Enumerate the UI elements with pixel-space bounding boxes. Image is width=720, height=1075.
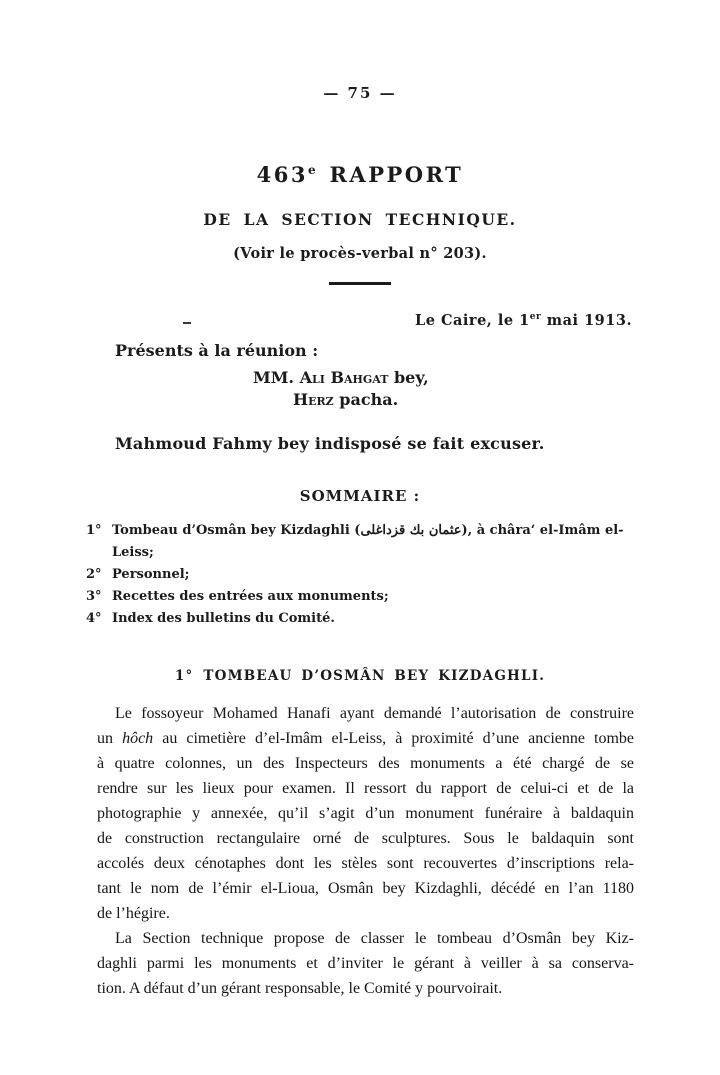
sommaire-item-text: Personnel; (112, 567, 190, 583)
body-line: daghli parmi les monuments et d’inviter le gérant à veiller à sa conserva- (97, 955, 634, 973)
attendees-list (253, 367, 720, 411)
sommaire-item-number: 2° (86, 567, 102, 583)
body-line: de construction rectangulaire orné de sculptures. Sous le baldaquin sont (97, 830, 634, 848)
body-line: accolés deux cénotaphes dont les stèles sont recouvertes d’inscriptions rela- (97, 855, 634, 873)
attendee-line (253, 389, 720, 411)
reference-note: (Voir le procès-verbal n° 203). (233, 245, 487, 262)
body-line-post: au cimetière d’el-Imâm el-Leiss, à proximité d’une ancienne tombe (162, 730, 635, 748)
sommaire-item-text: Tombeau d’Osmân bey Kizdaghli (عثمان بك قزداغلى), à châra‘ el-Imâm el-Leiss; (112, 523, 624, 561)
body-line: photographie y annexée, qu’il s’agit d’un monument funéraire à baldaquin (97, 805, 634, 823)
sommaire-item (86, 564, 644, 586)
dateline-pre: Le Caire, le 1 (415, 311, 530, 329)
attendee-name: Herz (293, 390, 334, 410)
sommaire-item-number: 3° (86, 589, 102, 605)
report-number-ordinal: e (308, 163, 316, 177)
attendee-title: bey, (393, 368, 429, 388)
report-subtitle: DE LA SECTION TECHNIQUE. (203, 210, 517, 229)
attendee-name: Ali Bahgat (299, 368, 389, 388)
excused-line: Mahmoud Fahmy bey indisposé se fait excuser. (115, 434, 545, 454)
body-line-pre: un (97, 730, 113, 748)
sommaire-item-number: 1° (86, 523, 102, 539)
sommaire-item-text: Index des bulletins du Comité. (112, 611, 335, 627)
attendee-title: pacha. (339, 390, 399, 410)
sommaire-item (86, 520, 644, 564)
dateline (0, 309, 720, 329)
body-paragraph (97, 701, 634, 926)
body-line: à quatre colonnes, un des Inspecteurs des monuments a été chargé de se (97, 755, 634, 773)
attendees-prefix: MM. (253, 368, 294, 388)
page-number: — 75 — (323, 84, 397, 102)
body-line: La Section technique propose de classer le tombeau d’Osmân bey Kiz- (115, 930, 634, 948)
divider-rule (329, 282, 391, 285)
presents-line: Présents à la réunion : (115, 341, 319, 361)
body-line: de l’hégire. (97, 905, 170, 923)
sommaire-list (86, 520, 644, 630)
italic-term: hôch (122, 730, 154, 748)
sommaire-item-text: Recettes des entrées aux monuments; (112, 589, 389, 605)
section-heading-number: 1° (174, 668, 194, 685)
sommaire-title: SOMMAIRE : (299, 487, 421, 506)
sommaire-item (86, 586, 644, 608)
report-title (0, 158, 720, 187)
report-number: 463 (256, 162, 309, 187)
body-paragraph (97, 926, 634, 1001)
dateline-ordinal: er (529, 311, 542, 322)
body-line: rendre sur les lieux pour examen. Il ressort du rapport de celui-ci et de la (97, 780, 634, 798)
body-line: tant le nom de l’émir el-Lioua, Osmân bey Kizdaghli, décédé en l’an 1180 (97, 880, 634, 898)
sommaire-item (86, 608, 644, 630)
ink-artifact (183, 322, 191, 324)
body-line: Le fossoyeur Mohamed Hanafi ayant demandé l’autorisation de construire (115, 705, 634, 723)
sommaire-item-number: 4° (86, 611, 102, 627)
attendee-line (253, 367, 720, 389)
dateline-post: mai 1913. (546, 311, 632, 329)
body-line: tion. A défaut d’un gérant responsable, le Comité y pourvoirait. (97, 980, 503, 998)
report-title-word: RAPPORT (329, 162, 464, 187)
body-line (97, 726, 634, 751)
section-heading (0, 668, 720, 685)
section-heading-text: TOMBEAU D’OSMÂN BEY KIZDAGHLI. (203, 668, 546, 685)
body-text (97, 701, 634, 1001)
